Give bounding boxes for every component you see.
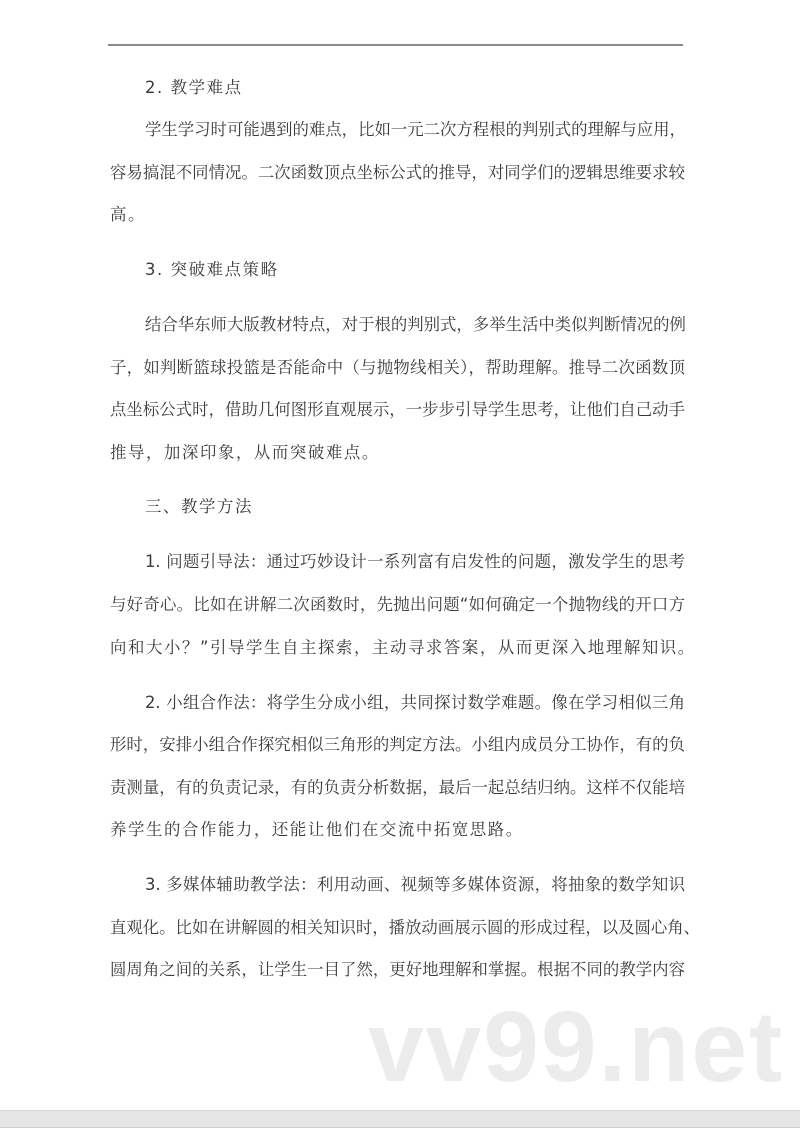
paragraph-line: 责测量，有的负责记录，有的负责分析数据，最后一起总结归纳。这样不仅能培 (110, 778, 685, 797)
page-bottom-bar (0, 1110, 800, 1128)
paragraph-line: 圆周角之间的关系，让学生一目了然，更好地理解和掌握。根据不同的教学内容 (110, 960, 685, 979)
header-rule (108, 44, 683, 46)
paragraph-line: 直观化。比如在讲解圆的相关知识时，播放动画展示圆的形成过程，以及圆心角、 (110, 918, 701, 937)
paragraph-line: 点坐标公式时，借助几何图形直观展示，一步步引导学生思考，让他们自己动手 (110, 400, 685, 419)
paragraph-line: 3. 多媒体辅助教学法：利用动画、视频等多媒体资源，将抽象的数学知识 (145, 875, 685, 894)
paragraph-line: 高。 (110, 205, 146, 224)
watermark: vv99.net (368, 991, 785, 1103)
paragraph-line: 容易搞混不同情况。二次函数顶点坐标公式的推导，对同学们的逻辑思维要求较 (110, 163, 685, 182)
paragraph-line: 1. 问题引导法：通过巧妙设计一系列富有启发性的问题，激发学生的思考 (145, 552, 685, 571)
paragraph-line: 子，如判断篮球投篮是否能命中（与抛物线相关），帮助理解。推导二次函数顶 (110, 358, 685, 377)
paragraph-line: 结合华东师大版教材特点，对于根的判别式，多举生活中类似判断情况的例 (145, 315, 686, 334)
paragraph-line: 学生学习时可能遇到的难点，比如一元二次方程根的判别式的理解与应用， (145, 120, 686, 139)
heading-teaching-methods: 三、教学方法 (145, 497, 253, 516)
paragraph-line: 养学生的合作能力，还能让他们在交流中拓宽思路。 (110, 820, 524, 839)
paragraph-line: 形时，安排小组合作探究相似三角形的判定方法。小组内成员分工协作，有的负 (110, 735, 685, 754)
heading-teaching-difficulty: 2. 教学难点 (145, 78, 243, 97)
paragraph-line: 2. 小组合作法：将学生分成小组，共同探讨数学难题。像在学习相似三角 (145, 693, 685, 712)
paragraph-line: 向和大小？”引导学生自主探索，主动寻求答案，从而更深入地理解知识。 (110, 638, 696, 657)
paragraph-line: 与好奇心。比如在讲解二次函数时，先抛出问题“如何确定一个抛物线的开口方 (110, 595, 685, 614)
heading-breakthrough-strategy: 3. 突破难点策略 (145, 260, 279, 279)
paragraph-line: 推导，加深印象，从而突破难点。 (110, 443, 380, 462)
